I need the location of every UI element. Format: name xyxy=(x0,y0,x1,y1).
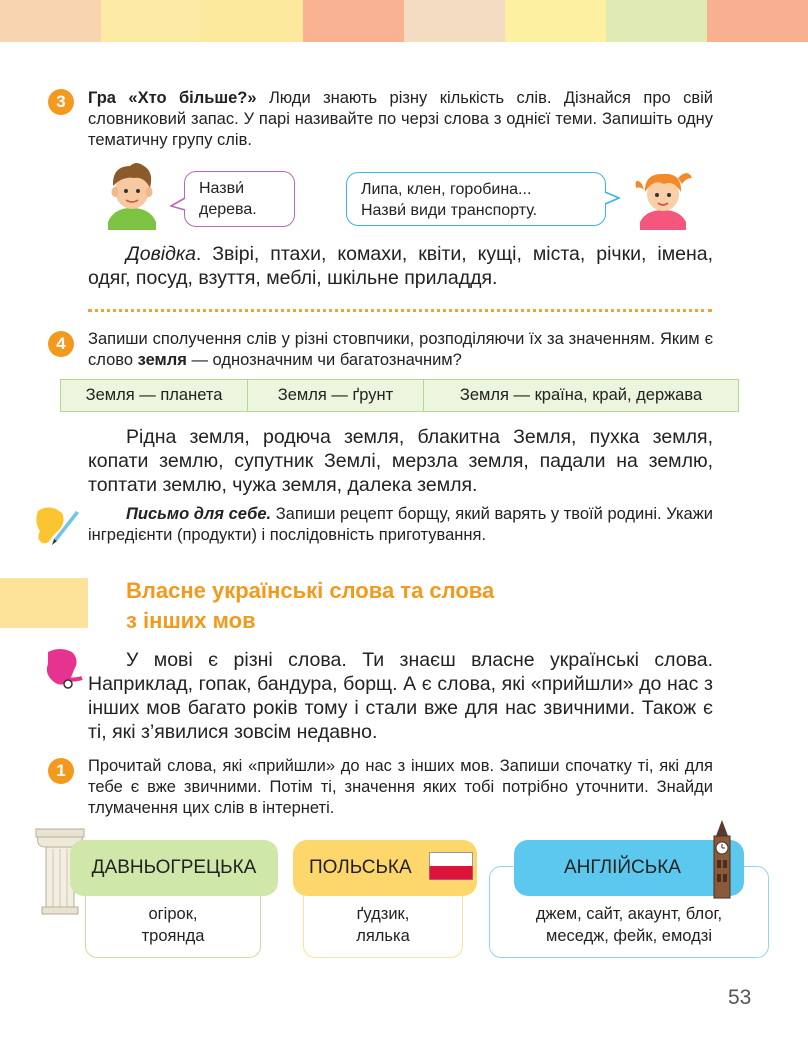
stripe xyxy=(404,0,505,42)
big-ben-icon xyxy=(706,820,738,900)
task-3-number: 3 xyxy=(48,89,74,115)
task-3-text xyxy=(88,88,713,151)
meaning-column-country: Земля — країна, край, держава xyxy=(459,386,703,404)
girl-illustration xyxy=(630,164,696,230)
boy-speech-bubble xyxy=(184,171,295,227)
english-words-line-2: меседж, фейк, емодзі xyxy=(546,927,712,945)
task-4-number: 4 xyxy=(48,331,74,357)
writing-hand-icon xyxy=(32,503,80,549)
task-4-text-b: — однозначним чи багатозначним? xyxy=(186,351,462,369)
task-1-number: 1 xyxy=(48,758,74,784)
hint-text: . Звірі, птахи, комахи, квіти, кущі, міста, річки, імена, одяг, посуд, взуття, меблі, шкільне приладдя. xyxy=(88,243,713,289)
hint-label: Довідка xyxy=(126,243,196,265)
stripe xyxy=(707,0,808,42)
top-color-stripes xyxy=(0,0,808,42)
stripe xyxy=(101,0,202,42)
stripe xyxy=(0,0,101,42)
greek-word-1: огірок, xyxy=(148,905,198,923)
letter-title: Письмо для себе. xyxy=(126,505,272,523)
meaning-column-soil: Земля — ґрунт xyxy=(248,380,424,411)
task-3-title: Гра «Хто більше?» xyxy=(88,89,257,107)
boy-bubble-line-2: дерева. xyxy=(199,201,257,218)
greek-word-2: троянда xyxy=(141,927,205,945)
rule-pointer-icon xyxy=(40,646,84,694)
meaning-column-planet: Земля — планета xyxy=(61,380,248,411)
task-4-passage: Рідна земля, родюча земля, блакитна Земля, пухка земля, копати землю, супутник Землі, мерзла земля, падали на землю, топтати землю, чужа земля, далека земля. xyxy=(88,426,713,496)
stripe xyxy=(202,0,303,42)
girl-bubble-line-1: Липа, клен, горобина... xyxy=(361,181,532,198)
meaning-table xyxy=(60,379,739,412)
stripe xyxy=(606,0,707,42)
page-number: 53 xyxy=(728,986,752,1009)
section-title-line-2: з інших мов xyxy=(126,608,256,633)
polish-language-name: ПОЛЬСЬКА xyxy=(309,857,412,878)
section-intro: У мові є різні слова. Ти знаєш власне українські слова. Наприклад, гопак, бандура, борщ. А є слова, які «прийшли» до нас з інших мов багато років тому і стали вже для нас звичними. Також є ті, які з’явилися зовсім недавно. xyxy=(88,649,713,743)
stripe xyxy=(505,0,606,42)
greek-language-label: ДАВНЬОГРЕЦЬКА xyxy=(70,840,278,896)
task-4-word: земля xyxy=(137,351,187,369)
stripe xyxy=(303,0,404,42)
section-title-line-1: Власне українські слова та слова xyxy=(126,578,495,603)
section-marker-bar xyxy=(0,578,88,628)
boy-bubble-line-1: Назви́ xyxy=(199,180,245,197)
girl-bubble-tail xyxy=(604,190,620,206)
polish-word-2: лялька xyxy=(356,927,410,945)
english-words-line-1: джем, сайт, акаунт, блог, xyxy=(535,905,723,923)
english-language-name: АНГЛІЙСЬКА xyxy=(564,857,681,878)
polish-word-1: ґудзик, xyxy=(356,905,410,923)
task-4-text-a: Запиши сполучення слів у різні стовпчики, розподіляючи їх за значенням. Яким є слово xyxy=(88,330,713,369)
dotted-divider xyxy=(88,309,712,312)
boy-bubble-tail xyxy=(170,196,186,212)
boy-illustration xyxy=(104,160,160,230)
letter-text: Запиши рецепт борщу, який варять у твоїй родині. Укажи інгредієнти (продукти) і послідовність приготування. xyxy=(88,505,713,544)
girl-bubble-line-2: Назви́ види транспорту. xyxy=(361,202,538,219)
task-1-text: Прочитай слова, які «прийшли» до нас з інших мов. Запиши спочатку ті, які для тебе є вже звичними. Потім ті, значення яких тобі потрібно уточнити. Знайди тлумачення цих слів в інтернеті. xyxy=(88,757,713,817)
poland-flag-icon xyxy=(429,852,473,880)
task-3-body: Люди знають різну кількість слів. Дізнайся про свій словниковий запас. У парі називайте по черзі слова з однієї теми. Запишіть одну тематичну групу слів. xyxy=(88,89,713,149)
task-4-text xyxy=(88,329,713,371)
letter-task xyxy=(88,504,713,546)
task-3-hint xyxy=(88,242,713,290)
girl-speech-bubble xyxy=(346,172,606,226)
section-title xyxy=(126,576,646,636)
